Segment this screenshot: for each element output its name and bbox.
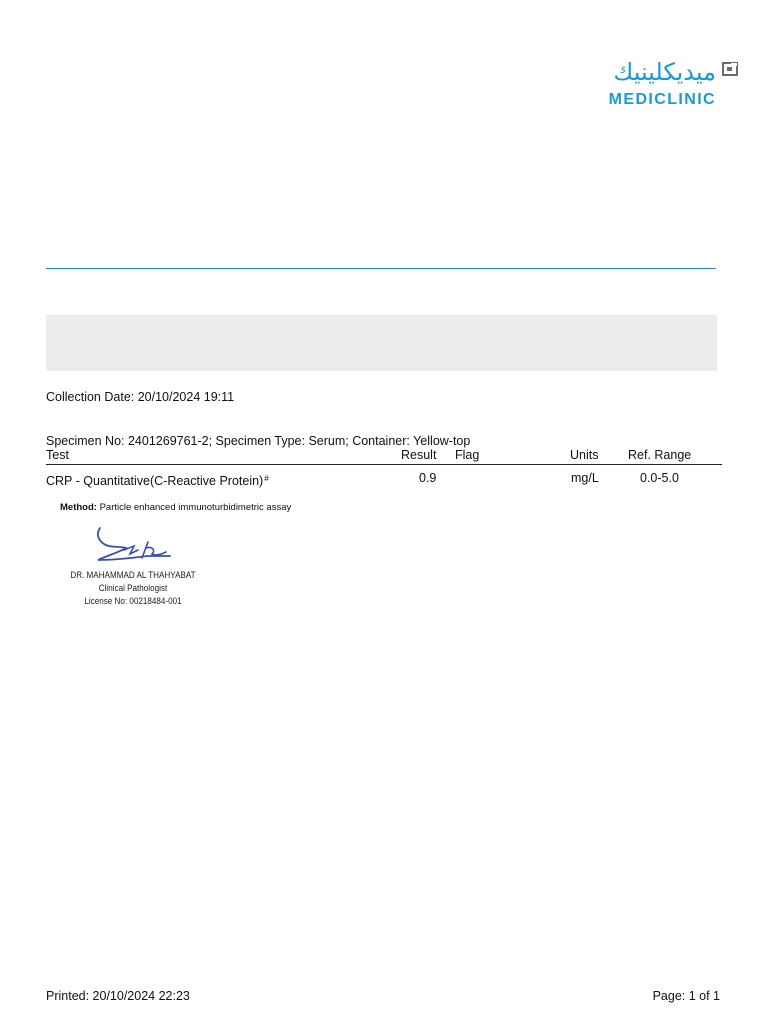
specimen-info: Specimen No: 2401269761-2; Specimen Type: Serum; Container: Yellow-top [46,434,471,448]
table-row-units: mg/L [571,471,599,485]
test-accreditation-mark: # [264,474,269,483]
table-header-divider [46,464,722,465]
patient-info-band [46,315,717,371]
signatory-title: Clinical Pathologist [98,583,168,593]
collection-date: Collection Date: 20/10/2024 19:11 [46,390,235,404]
column-header-units: Units [570,448,599,462]
printed-timestamp: Printed: 20/10/2024 22:23 [46,989,190,1003]
signature-image [90,526,180,566]
signatory-license: License No: 00218484-001 [84,596,182,606]
table-row-test-name [46,471,269,489]
column-header-flag: Flag [455,448,480,462]
page-number: Page: 1 of 1 [652,989,720,1003]
column-header-test: Test [46,448,69,462]
signature-block [60,526,206,608]
header-divider [46,268,716,269]
method-value: Particle enhanced immunoturbidimetric assay [99,502,292,513]
logo-english-text: MEDICLINIC [608,91,716,108]
table-row-ref-range: 0.0-5.0 [640,471,679,485]
table-row-result: 0.9 [419,471,437,485]
mediclinic-mark-icon [722,62,738,76]
method-note [60,502,291,514]
method-label: Method: [60,502,97,513]
logo-arabic-text: ميديكلينيك [613,58,716,86]
column-header-result: Result [401,448,437,462]
test-name: CRP - Quantitative(C-Reactive Protein) [46,474,264,488]
column-header-ref-range: Ref. Range [628,448,692,462]
signatory-name: DR. MAHAMMAD AL THAHYABAT [70,570,196,580]
